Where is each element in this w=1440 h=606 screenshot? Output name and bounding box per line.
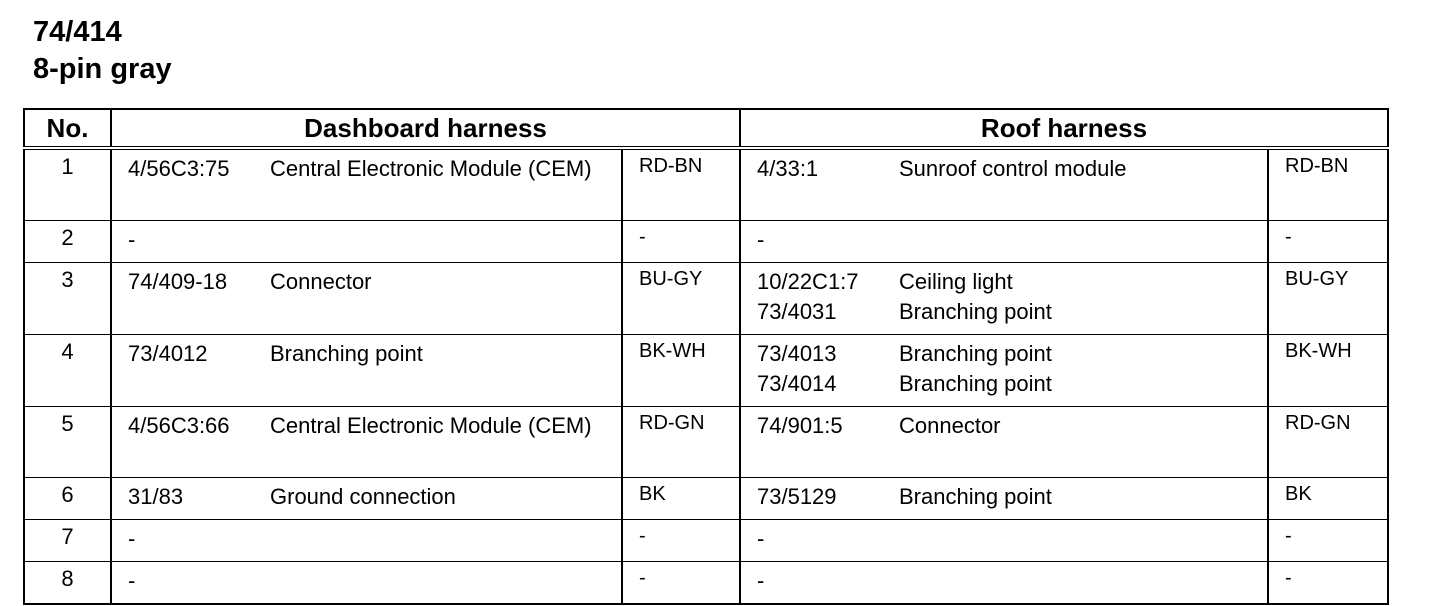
dashboard-component-code: 74/409-18 [128, 269, 228, 294]
roof-wire-color-cell [1268, 562, 1388, 605]
roof-entry-list [741, 562, 1267, 596]
dashboard-wire-color-cell [622, 407, 740, 478]
pin-table [23, 108, 1389, 605]
dashboard-harness-cell [111, 263, 622, 335]
dashboard-harness-cell [111, 478, 622, 520]
roof-component-description: Branching point [899, 299, 1052, 324]
dashboard-codes [128, 225, 270, 255]
roof-harness-cell [740, 148, 1268, 221]
roof-codes [757, 482, 899, 512]
dashboard-codes [128, 267, 270, 297]
roof-descriptions [899, 411, 1267, 441]
dashboard-harness-cell [111, 148, 622, 221]
roof-codes [757, 524, 899, 554]
roof-wire-color-cell [1268, 263, 1388, 335]
roof-entry-list [741, 478, 1267, 512]
roof-wire-color-cell [1268, 335, 1388, 407]
dashboard-wire-color: BU-GY [639, 268, 703, 290]
dashboard-wire-color: BK-WH [639, 340, 706, 362]
dashboard-entry-list [112, 150, 621, 184]
dashboard-codes [128, 524, 270, 554]
roof-codes [757, 566, 899, 596]
dashboard-component-description: Branching point [270, 341, 423, 366]
table-row [24, 335, 1388, 407]
connector-subtitle: 8-pin gray [33, 53, 172, 85]
dashboard-harness-cell [111, 335, 622, 407]
dashboard-entry-list [112, 478, 621, 512]
roof-component-description: Ceiling light [899, 269, 1013, 294]
dashboard-descriptions [270, 411, 621, 441]
roof-wire-color-cell [1268, 478, 1388, 520]
roof-descriptions [899, 524, 1267, 554]
dashboard-wire-color-cell [622, 221, 740, 263]
dashboard-wire-color-cell [622, 148, 740, 221]
header-roof-harness: Roof harness [740, 109, 1388, 148]
dashboard-entry-list [112, 221, 621, 255]
roof-component-description: Connector [899, 413, 1001, 438]
table-row [24, 221, 1388, 263]
dashboard-component-code: 31/83 [128, 484, 184, 509]
roof-entry-list [741, 150, 1267, 184]
roof-component-description: Sunroof control module [899, 156, 1127, 181]
table-header-row [24, 109, 1388, 148]
roof-entry-list [741, 263, 1267, 327]
pin-number: 3 [24, 263, 111, 335]
dashboard-component-code: - [128, 568, 136, 593]
roof-wire-color: - [1285, 525, 1292, 547]
dashboard-descriptions [270, 482, 621, 512]
pin-number: 8 [24, 562, 111, 605]
dashboard-wire-color-cell [622, 562, 740, 605]
dashboard-entry-list [112, 335, 621, 369]
document-heading [33, 14, 172, 88]
table-body [24, 148, 1388, 604]
roof-wire-color: RD-BN [1285, 155, 1349, 177]
dashboard-codes [128, 339, 270, 369]
table-row [24, 562, 1388, 605]
roof-wire-color-cell [1268, 148, 1388, 221]
dashboard-codes [128, 482, 270, 512]
dashboard-entry-list [112, 520, 621, 554]
roof-descriptions [899, 154, 1267, 184]
table-row [24, 263, 1388, 335]
roof-wire-color: BK-WH [1285, 340, 1352, 362]
pin-number: 6 [24, 478, 111, 520]
roof-wire-color: BK [1285, 483, 1312, 505]
dashboard-descriptions [270, 267, 621, 297]
roof-wire-color-cell [1268, 221, 1388, 263]
roof-harness-cell [740, 263, 1268, 335]
dashboard-harness-cell [111, 562, 622, 605]
roof-component-description: Branching point [899, 484, 1052, 509]
roof-descriptions [899, 339, 1267, 399]
dashboard-component-code: 73/4012 [128, 341, 208, 366]
roof-codes [757, 154, 899, 184]
roof-entry-list [741, 407, 1267, 441]
connector-code: 74/414 [33, 16, 122, 48]
roof-component-description: Branching point [899, 341, 1052, 366]
roof-component-code: - [757, 526, 765, 551]
roof-wire-color-cell [1268, 407, 1388, 478]
roof-component-code: 73/5129 [757, 484, 837, 509]
roof-component-code: 73/4013 [757, 341, 837, 366]
dashboard-component-description: Ground connection [270, 484, 456, 509]
dashboard-codes [128, 411, 270, 441]
dashboard-wire-color-cell [622, 520, 740, 562]
roof-component-code: 4/33:1 [757, 156, 819, 181]
dashboard-component-description: Central Electronic Module (CEM) [270, 156, 592, 181]
roof-harness-cell [740, 221, 1268, 263]
roof-entry-list [741, 335, 1267, 399]
roof-component-description: Branching point [899, 371, 1052, 396]
roof-wire-color: - [1285, 567, 1292, 589]
dashboard-component-code: 4/56C3:75 [128, 156, 230, 181]
roof-harness-cell [740, 520, 1268, 562]
dashboard-component-description: Central Electronic Module (CEM) [270, 413, 592, 438]
roof-harness-cell [740, 407, 1268, 478]
table-row [24, 148, 1388, 221]
pin-number: 5 [24, 407, 111, 478]
roof-component-code: 73/4031 [757, 299, 837, 324]
roof-codes [757, 267, 899, 327]
dashboard-wire-color: RD-BN [639, 155, 703, 177]
header-dashboard-harness: Dashboard harness [111, 109, 740, 148]
pin-number: 1 [24, 148, 111, 221]
roof-descriptions [899, 267, 1267, 327]
pin-number: 7 [24, 520, 111, 562]
dashboard-descriptions [270, 225, 621, 255]
dashboard-entry-list [112, 263, 621, 297]
dashboard-codes [128, 154, 270, 184]
dashboard-component-code: - [128, 227, 136, 252]
roof-descriptions [899, 225, 1267, 255]
roof-wire-color: - [1285, 226, 1292, 248]
dashboard-descriptions [270, 154, 621, 184]
dashboard-wire-color-cell [622, 335, 740, 407]
dashboard-entry-list [112, 407, 621, 441]
dashboard-descriptions [270, 524, 621, 554]
roof-descriptions [899, 482, 1267, 512]
roof-component-code: 73/4014 [757, 371, 837, 396]
dashboard-component-code: 4/56C3:66 [128, 413, 230, 438]
dashboard-wire-color-cell [622, 263, 740, 335]
roof-component-code: - [757, 568, 765, 593]
roof-codes [757, 225, 899, 255]
dashboard-descriptions [270, 566, 621, 596]
roof-harness-cell [740, 478, 1268, 520]
roof-entry-list [741, 221, 1267, 255]
roof-component-code: 74/901:5 [757, 413, 843, 438]
roof-harness-cell [740, 335, 1268, 407]
header-no: No. [24, 109, 111, 148]
dashboard-wire-color: BK [639, 483, 666, 505]
table-row [24, 407, 1388, 478]
roof-wire-color: BU-GY [1285, 268, 1349, 290]
dashboard-entry-list [112, 562, 621, 596]
dashboard-component-code: - [128, 526, 136, 551]
roof-descriptions [899, 566, 1267, 596]
dashboard-descriptions [270, 339, 621, 369]
dashboard-wire-color: - [639, 525, 646, 547]
dashboard-harness-cell [111, 520, 622, 562]
roof-component-code: - [757, 227, 765, 252]
dashboard-harness-cell [111, 407, 622, 478]
roof-component-code: 10/22C1:7 [757, 269, 859, 294]
pin-number: 2 [24, 221, 111, 263]
roof-codes [757, 339, 899, 399]
table-row [24, 478, 1388, 520]
table-row [24, 520, 1388, 562]
roof-entry-list [741, 520, 1267, 554]
roof-wire-color: RD-GN [1285, 412, 1351, 434]
dashboard-wire-color: - [639, 226, 646, 248]
dashboard-component-description: Connector [270, 269, 372, 294]
dashboard-wire-color: - [639, 567, 646, 589]
roof-harness-cell [740, 562, 1268, 605]
pin-number: 4 [24, 335, 111, 407]
dashboard-wire-color-cell [622, 478, 740, 520]
roof-wire-color-cell [1268, 520, 1388, 562]
dashboard-harness-cell [111, 221, 622, 263]
dashboard-codes [128, 566, 270, 596]
dashboard-wire-color: RD-GN [639, 412, 705, 434]
roof-codes [757, 411, 899, 441]
